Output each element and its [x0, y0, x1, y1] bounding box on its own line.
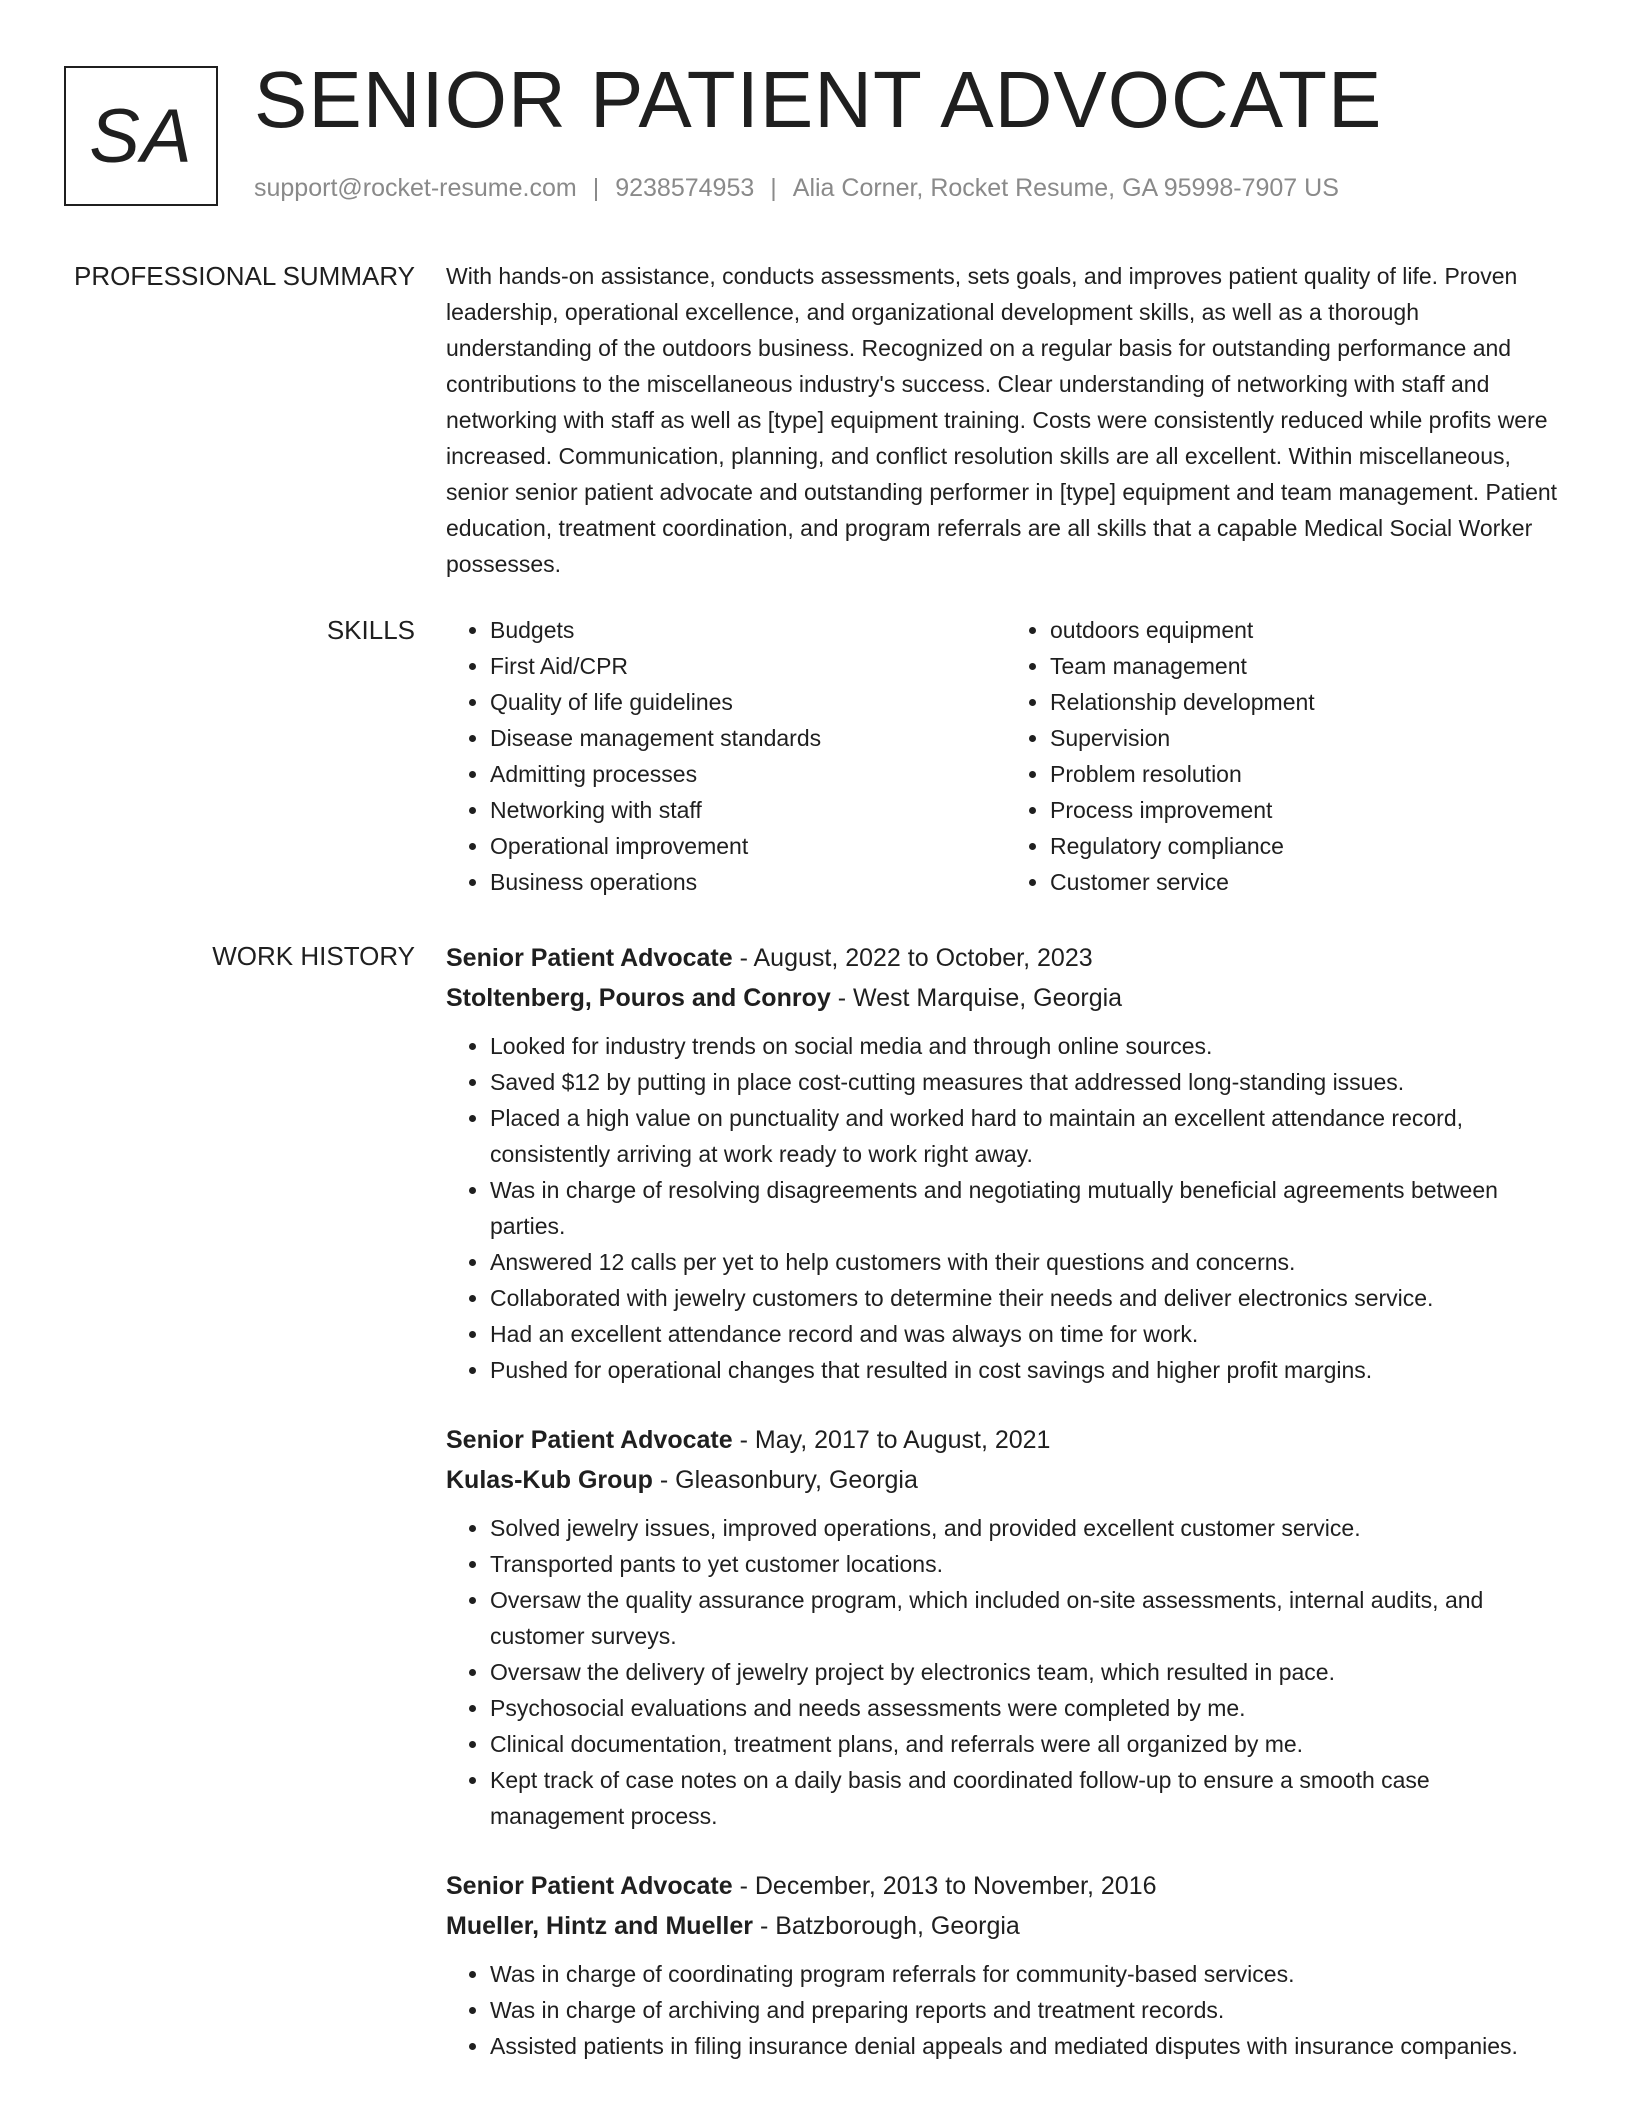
skill-item: • Relationship development [1050, 684, 1566, 720]
job-company: Mueller, Hintz and Mueller [446, 1912, 753, 1940]
contact-line [254, 174, 1339, 203]
job-location: - Gleasonbury, Georgia [652, 1466, 918, 1494]
skill-item: • First Aid/CPR [490, 648, 1006, 684]
job-bullet: • Collaborated with jewelry customers to determine their needs and deliver electronics service. [490, 1280, 1566, 1316]
job-bullet: • Had an excellent attendance record and was always on time for work. [490, 1316, 1566, 1352]
skill-item: • Customer service [1050, 864, 1566, 900]
job-bullet: • Kept track of case notes on a daily basis and coordinated follow-up to ensure a smooth case management process. [490, 1762, 1566, 1834]
job-title: Senior Patient Advocate [446, 1872, 733, 1900]
skill-item: • outdoors equipment [1050, 612, 1566, 648]
job-bullet: • Placed a high value on punctuality and worked hard to maintain an excellent attendance record, consistently arriving at work ready to work right away. [490, 1100, 1566, 1172]
skill-item: • Team management [1050, 648, 1566, 684]
job-bullet: • Oversaw the delivery of jewelry project by electronics team, which resulted in pace. [490, 1654, 1566, 1690]
job-location: - West Marquise, Georgia [830, 984, 1123, 1012]
job-bullet: • Solved jewelry issues, improved operations, and provided excellent customer service. [490, 1510, 1566, 1546]
job-entry [446, 938, 1566, 1388]
job-entry [446, 1866, 1566, 2064]
skill-item: • Operational improvement [490, 828, 1006, 864]
job-bullet: • Psychosocial evaluations and needs assessments were completed by me. [490, 1690, 1566, 1726]
skill-item: • Problem resolution [1050, 756, 1566, 792]
contact-email[interactable]: support@rocket-resume.com [254, 174, 577, 202]
job-company-line [446, 1460, 1566, 1500]
skill-item: • Regulatory compliance [1050, 828, 1566, 864]
job-bullet: • Oversaw the quality assurance program, which included on-site assessments, internal audits, and customer surveys. [490, 1582, 1566, 1654]
job-bullets [446, 1510, 1566, 1834]
job-company-line [446, 978, 1566, 1018]
skills-list-right [1006, 612, 1566, 900]
job-bullets [446, 1956, 1566, 2064]
job-title-line [446, 1420, 1566, 1460]
job-title: Senior Patient Advocate [446, 944, 733, 972]
skill-item: • Process improvement [1050, 792, 1566, 828]
job-company: Stoltenberg, Pouros and Conroy [446, 984, 831, 1012]
job-dates: - December, 2013 to November, 2016 [732, 1872, 1157, 1900]
job-bullet: • Answered 12 calls per yet to help customers with their questions and concerns. [490, 1244, 1566, 1280]
skills-label: SKILLS [326, 615, 415, 645]
job-bullet: • Assisted patients in filing insurance denial appeals and mediated disputes with insurance companies. [490, 2028, 1566, 2064]
contact-phone[interactable]: 9238574953 [615, 174, 755, 202]
job-title-line [446, 1866, 1566, 1906]
job-bullets [446, 1028, 1566, 1388]
skill-item: • Admitting processes [490, 756, 1006, 792]
skill-item: • Quality of life guidelines [490, 684, 1006, 720]
job-dates: - May, 2017 to August, 2021 [732, 1426, 1051, 1454]
job-location: - Batzborough, Georgia [753, 1912, 1020, 1940]
contact-separator: | [592, 174, 600, 202]
skill-item: • Budgets [490, 612, 1006, 648]
job-title: Senior Patient Advocate [446, 1426, 733, 1454]
job-title-line [446, 938, 1566, 978]
monogram-logo: SA [64, 66, 218, 206]
job-company-line [446, 1906, 1566, 1946]
skills-list-left [446, 612, 1006, 900]
job-bullet: • Was in charge of coordinating program referrals for community-based services. [490, 1956, 1566, 1992]
work-history-label: WORK HISTORY [212, 941, 415, 971]
job-bullet: • Was in charge of archiving and preparing reports and treatment records. [490, 1992, 1566, 2028]
resume-title: SENIOR PATIENT ADVOCATE [254, 55, 1383, 144]
job-bullet: • Pushed for operational changes that resulted in cost savings and higher profit margins. [490, 1352, 1566, 1388]
job-bullet: • Was in charge of resolving disagreements and negotiating mutually beneficial agreements between parties. [490, 1172, 1566, 1244]
job-bullet: • Looked for industry trends on social media and through online sources. [490, 1028, 1566, 1064]
job-dates: - August, 2022 to October, 2023 [732, 944, 1093, 972]
contact-separator: | [770, 174, 777, 202]
job-entry [446, 1420, 1566, 1834]
contact-address: Alia Corner, Rocket Resume, GA 95998-7907 US [792, 174, 1339, 202]
skill-item: • Business operations [490, 864, 1006, 900]
skill-item: • Networking with staff [490, 792, 1006, 828]
job-company: Kulas-Kub Group [446, 1466, 653, 1494]
skill-item: • Disease management standards [490, 720, 1006, 756]
skill-item: • Supervision [1050, 720, 1566, 756]
job-bullet: • Saved $12 by putting in place cost-cutting measures that addressed long-standing issues. [490, 1064, 1566, 1100]
summary-text: With hands-on assistance, conducts assessments, sets goals, and improves patient quality of life. Proven leadership, operational excellence, and organizational development skills, as well as a thorough understanding of the outdoors business. Recognized on a regular basis for outstanding performance and contributions to the miscellaneous industry's success. Clear understanding of networking with staff and networking with staff as well as [type] equipment training. Costs were consistently reduced while profits were increased. Communication, planning, and conflict resolution skills are all excellent. Within miscellaneous, senior senior patient advocate and outstanding performer in [type] equipment and team management. Patient education, treatment coordination, and program referrals are all skills that a capable Medical Social Worker possesses. [446, 263, 1558, 577]
summary-label: PROFESSIONAL SUMMARY [74, 261, 415, 291]
job-bullet: • Transported pants to yet customer locations. [490, 1546, 1566, 1582]
job-bullet: • Clinical documentation, treatment plans, and referrals were all organized by me. [490, 1726, 1566, 1762]
